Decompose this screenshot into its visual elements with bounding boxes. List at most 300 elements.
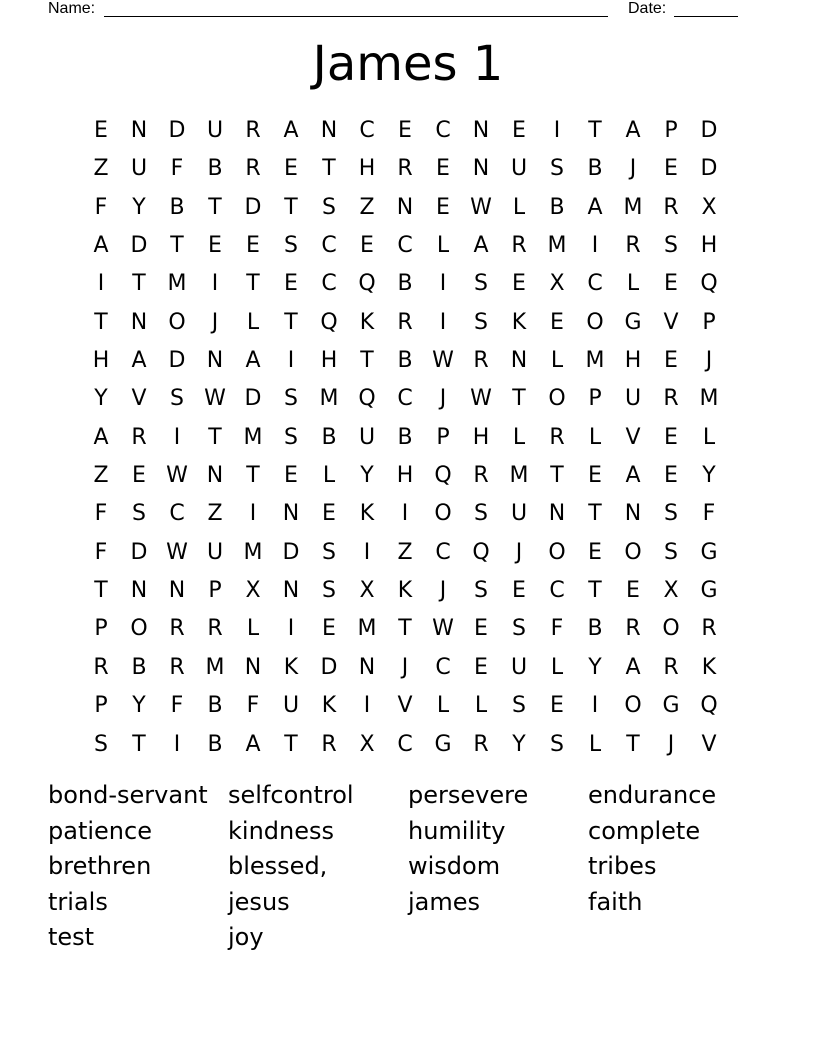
word-list-item: wisdom: [408, 852, 501, 880]
grid-letter: U: [130, 156, 148, 182]
grid-letter: U: [624, 386, 642, 412]
grid-letter: S: [664, 233, 678, 259]
letter-grid: [82, 112, 728, 764]
grid-letter: L: [246, 309, 260, 335]
grid-letter: H: [92, 348, 110, 374]
grid-letter: N: [282, 578, 300, 604]
grid-letter: E: [94, 118, 108, 143]
grid-letter: R: [169, 616, 185, 642]
grid-letter: P: [436, 424, 450, 450]
grid-letter: E: [588, 539, 602, 565]
name-line[interactable]: [104, 16, 608, 17]
grid-letter: L: [550, 654, 564, 680]
grid-letter: R: [397, 309, 413, 335]
grid-letter: I: [439, 271, 447, 297]
grid-letter: T: [588, 578, 602, 604]
grid-letter: Z: [93, 156, 109, 182]
grid-letter: O: [168, 309, 186, 335]
grid-letter: S: [170, 386, 184, 412]
grid-letter: Y: [360, 463, 374, 489]
grid-letter: Q: [434, 463, 452, 489]
grid-letter: A: [245, 731, 261, 757]
grid-letter: T: [94, 578, 108, 604]
grid-letter: Z: [397, 539, 413, 565]
word-list: [48, 778, 768, 956]
grid-letter: W: [470, 386, 492, 412]
grid-letter: A: [93, 424, 109, 450]
grid-letter: E: [208, 233, 222, 259]
grid-letter: L: [702, 424, 716, 450]
grid-letter: I: [249, 501, 257, 527]
grid-letter: S: [550, 731, 564, 757]
grid-letter: J: [667, 731, 675, 757]
grid-letter: G: [624, 309, 642, 335]
grid-letter: T: [132, 271, 146, 297]
grid-letter: F: [94, 539, 108, 565]
grid-letter: J: [705, 348, 713, 374]
grid-letter: C: [435, 118, 451, 143]
grid-letter: Y: [132, 194, 146, 220]
grid-letter: E: [284, 156, 298, 182]
word-list-item: kindness: [228, 816, 334, 845]
grid-letter: E: [474, 616, 488, 642]
grid-letter: R: [663, 194, 679, 220]
grid-letter: X: [663, 578, 679, 604]
grid-letter: R: [93, 654, 109, 680]
word-list-item: blessed,: [228, 852, 328, 880]
grid-letter: D: [130, 233, 148, 259]
grid-letter: F: [170, 693, 184, 719]
grid-letter: R: [321, 731, 337, 757]
grid-letter: X: [359, 731, 375, 757]
grid-letter: B: [321, 424, 337, 450]
grid-letter: D: [700, 156, 718, 182]
grid-letter: K: [359, 501, 375, 527]
grid-letter: S: [284, 233, 298, 259]
grid-letter: Z: [207, 501, 223, 527]
grid-letter: H: [396, 463, 414, 489]
grid-letter: R: [701, 616, 717, 642]
grid-letter: R: [397, 156, 413, 182]
grid-letter: B: [549, 194, 565, 220]
grid-letter: Y: [94, 386, 108, 412]
grid-letter: A: [625, 654, 641, 680]
grid-letter: H: [700, 233, 718, 259]
grid-letter: N: [244, 654, 262, 680]
grid-letter: B: [207, 693, 223, 719]
grid-letter: O: [662, 616, 680, 642]
grid-letter: B: [587, 156, 603, 182]
grid-letter: S: [284, 424, 298, 450]
grid-letter: E: [322, 501, 336, 527]
grid-letter: C: [321, 271, 337, 297]
grid-letter: Z: [93, 463, 109, 489]
grid-letter: M: [699, 386, 719, 412]
grid-letter: B: [397, 424, 413, 450]
grid-letter: N: [130, 578, 148, 604]
grid-letter: E: [626, 578, 640, 604]
grid-letter: I: [363, 539, 371, 565]
grid-letter: D: [700, 118, 718, 143]
grid-letter: R: [549, 424, 565, 450]
grid-letter: E: [550, 309, 564, 335]
word-list-item: tribes: [588, 852, 657, 880]
grid-letter: N: [548, 501, 566, 527]
grid-letter: A: [93, 233, 109, 259]
grid-letter: J: [401, 654, 409, 680]
grid-letter: S: [512, 616, 526, 642]
grid-letter: A: [131, 348, 147, 374]
grid-letter: V: [701, 731, 717, 757]
grid-letter: S: [664, 539, 678, 565]
grid-letter: N: [130, 118, 148, 143]
grid-letter: T: [94, 309, 108, 335]
grid-letter: R: [245, 118, 261, 143]
date-label: Date:: [628, 0, 667, 17]
grid-letter: E: [664, 271, 678, 297]
grid-letter: U: [282, 693, 300, 719]
grid-letter: E: [664, 424, 678, 450]
grid-letter: E: [284, 463, 298, 489]
grid-letter: H: [472, 424, 490, 450]
grid-letter: N: [130, 309, 148, 335]
grid-letter: A: [473, 233, 489, 259]
grid-letter: G: [700, 539, 718, 565]
grid-letter: X: [359, 578, 375, 604]
grid-letter: S: [512, 693, 526, 719]
grid-letter: V: [131, 386, 147, 412]
grid-letter: N: [206, 348, 224, 374]
grid-letter: T: [398, 616, 412, 642]
word-list-item: persevere: [408, 781, 529, 809]
grid-letter: K: [283, 654, 299, 680]
grid-letter: T: [132, 731, 146, 757]
grid-letter: Q: [700, 693, 718, 719]
grid-letter: O: [130, 616, 148, 642]
grid-letter: R: [207, 616, 223, 642]
grid-letter: C: [359, 118, 375, 143]
grid-letter: D: [168, 118, 186, 143]
grid-letter: I: [439, 309, 447, 335]
grid-letter: I: [287, 616, 295, 642]
grid-letter: T: [360, 348, 374, 374]
grid-letter: E: [512, 118, 526, 143]
grid-letter: Q: [358, 386, 376, 412]
grid-letter: Z: [359, 194, 375, 220]
grid-letter: D: [244, 386, 262, 412]
grid-letter: X: [549, 271, 565, 297]
word-list-item: james: [408, 887, 481, 916]
grid-letter: L: [550, 348, 564, 374]
grid-letter: E: [474, 654, 488, 680]
grid-letter: E: [588, 463, 602, 489]
grid-letter: A: [283, 118, 299, 143]
grid-letter: V: [397, 693, 413, 719]
grid-letter: R: [663, 654, 679, 680]
grid-letter: L: [588, 731, 602, 757]
word-list-item: brethren: [48, 852, 152, 880]
grid-letter: I: [287, 348, 295, 374]
word-list-item: trials: [48, 887, 108, 916]
header: [48, 0, 748, 20]
grid-letter: T: [322, 156, 336, 182]
grid-letter: F: [94, 194, 108, 220]
grid-letter: N: [472, 118, 490, 143]
grid-letter: G: [700, 578, 718, 604]
grid-letter: E: [398, 118, 412, 143]
page-title: James 1: [312, 36, 504, 92]
grid-letter: E: [664, 156, 678, 182]
grid-letter: I: [591, 693, 599, 719]
grid-letter: W: [470, 194, 492, 220]
grid-letter: T: [170, 233, 184, 259]
grid-letter: F: [170, 156, 184, 182]
grid-letter: U: [358, 424, 376, 450]
grid-letter: R: [625, 233, 641, 259]
grid-letter: N: [396, 194, 414, 220]
grid-letter: L: [436, 233, 450, 259]
grid-letter: P: [702, 309, 716, 335]
grid-letter: T: [588, 501, 602, 527]
grid-letter: C: [435, 539, 451, 565]
grid-letter: M: [623, 194, 643, 220]
grid-letter: Q: [472, 539, 490, 565]
grid-letter: K: [397, 578, 413, 604]
grid-letter: T: [284, 731, 298, 757]
grid-letter: N: [624, 501, 642, 527]
grid-letter: T: [626, 731, 640, 757]
grid-letter: P: [664, 118, 678, 143]
grid-letter: N: [358, 654, 376, 680]
grid-letter: E: [436, 156, 450, 182]
grid-letter: J: [439, 578, 447, 604]
grid-letter: P: [588, 386, 602, 412]
grid-letter: T: [588, 118, 602, 143]
word-list-item: patience: [48, 816, 152, 845]
grid-letter: K: [359, 309, 375, 335]
grid-letter: Q: [320, 309, 338, 335]
grid-letter: C: [397, 731, 413, 757]
grid-letter: P: [208, 578, 222, 604]
grid-letter: Q: [358, 271, 376, 297]
grid-letter: U: [206, 118, 224, 143]
grid-letter: D: [244, 194, 262, 220]
grid-letter: Y: [702, 463, 716, 489]
grid-letter: E: [512, 271, 526, 297]
grid-letter: E: [360, 233, 374, 259]
grid-letter: T: [512, 386, 526, 412]
grid-letter: H: [624, 348, 642, 374]
word-list-item: complete: [588, 816, 701, 845]
word-list-item: test: [48, 923, 95, 951]
grid-letter: W: [432, 616, 454, 642]
grid-letter: S: [474, 578, 488, 604]
grid-letter: I: [553, 118, 561, 143]
grid-letter: B: [169, 194, 185, 220]
grid-letter: G: [434, 731, 452, 757]
grid-letter: I: [173, 731, 181, 757]
grid-letter: W: [166, 463, 188, 489]
word-list-item: faith: [588, 887, 643, 916]
grid-letter: K: [321, 693, 337, 719]
grid-letter: J: [211, 309, 219, 335]
grid-letter: S: [94, 731, 108, 757]
grid-letter: U: [510, 156, 528, 182]
grid-letter: T: [284, 309, 298, 335]
grid-letter: D: [168, 348, 186, 374]
grid-letter: C: [587, 271, 603, 297]
grid-letter: O: [624, 693, 642, 719]
grid-letter: V: [663, 309, 679, 335]
grid-letter: S: [474, 309, 488, 335]
grid-letter: N: [282, 501, 300, 527]
grid-letter: T: [284, 194, 298, 220]
grid-letter: I: [401, 501, 409, 527]
grid-letter: Q: [700, 271, 718, 297]
grid-letter: N: [168, 578, 186, 604]
grid-letter: M: [585, 348, 605, 374]
grid-letter: E: [664, 348, 678, 374]
grid-letter: L: [512, 194, 526, 220]
grid-letter: D: [282, 539, 300, 565]
grid-letter: A: [245, 348, 261, 374]
grid-letter: B: [131, 654, 147, 680]
grid-letter: K: [701, 654, 717, 680]
grid-letter: R: [663, 386, 679, 412]
grid-letter: S: [284, 386, 298, 412]
grid-letter: O: [586, 309, 604, 335]
grid-letter: N: [320, 118, 338, 143]
word-list-item: humility: [408, 816, 506, 845]
grid-letter: Y: [512, 731, 526, 757]
grid-letter: N: [206, 463, 224, 489]
grid-letter: B: [207, 731, 223, 757]
grid-letter: L: [474, 693, 488, 719]
grid-letter: E: [284, 271, 298, 297]
grid-letter: C: [169, 501, 185, 527]
grid-letter: L: [322, 463, 336, 489]
grid-letter: W: [432, 348, 454, 374]
grid-letter: F: [702, 501, 716, 527]
grid-letter: C: [397, 233, 413, 259]
word-list-item: selfcontrol: [228, 781, 354, 809]
grid-letter: O: [624, 539, 642, 565]
grid-letter: M: [319, 386, 339, 412]
grid-letter: I: [211, 271, 219, 297]
grid-letter: M: [205, 654, 225, 680]
grid-letter: M: [547, 233, 567, 259]
grid-letter: L: [246, 616, 260, 642]
grid-letter: A: [625, 118, 641, 143]
grid-letter: H: [320, 348, 338, 374]
name-label: Name:: [48, 0, 96, 17]
grid-letter: E: [664, 463, 678, 489]
grid-letter: M: [243, 539, 263, 565]
grid-letter: R: [473, 348, 489, 374]
grid-letter: T: [246, 463, 260, 489]
grid-letter: I: [591, 233, 599, 259]
grid-letter: R: [169, 654, 185, 680]
grid-letter: R: [473, 731, 489, 757]
grid-letter: N: [510, 348, 528, 374]
grid-letter: B: [587, 616, 603, 642]
word-list-item: endurance: [588, 781, 717, 809]
grid-letter: L: [512, 424, 526, 450]
grid-letter: U: [510, 654, 528, 680]
grid-letter: M: [243, 424, 263, 450]
grid-letter: S: [550, 156, 564, 182]
grid-letter: C: [549, 578, 565, 604]
grid-letter: G: [662, 693, 680, 719]
grid-letter: R: [245, 156, 261, 182]
grid-letter: B: [397, 348, 413, 374]
grid-letter: Y: [588, 654, 602, 680]
grid-letter: S: [664, 501, 678, 527]
grid-letter: A: [625, 463, 641, 489]
grid-letter: U: [510, 501, 528, 527]
grid-letter: O: [548, 539, 566, 565]
grid-letter: D: [130, 539, 148, 565]
grid-letter: E: [132, 463, 146, 489]
grid-letter: S: [322, 194, 336, 220]
grid-letter: O: [434, 501, 452, 527]
grid-letter: D: [320, 654, 338, 680]
grid-letter: M: [357, 616, 377, 642]
grid-letter: M: [167, 271, 187, 297]
grid-letter: R: [131, 424, 147, 450]
grid-letter: E: [512, 578, 526, 604]
grid-letter: V: [625, 424, 641, 450]
grid-letter: E: [436, 194, 450, 220]
grid-letter: H: [358, 156, 376, 182]
grid-letter: T: [550, 463, 564, 489]
grid-letter: B: [207, 156, 223, 182]
grid-letter: W: [166, 539, 188, 565]
grid-letter: U: [206, 539, 224, 565]
grid-letter: C: [397, 386, 413, 412]
grid-letter: S: [322, 578, 336, 604]
grid-letter: I: [173, 424, 181, 450]
grid-letter: R: [625, 616, 641, 642]
grid-letter: J: [439, 386, 447, 412]
grid-letter: R: [473, 463, 489, 489]
grid-letter: L: [626, 271, 640, 297]
date-line[interactable]: [674, 16, 738, 17]
grid-letter: S: [132, 501, 146, 527]
grid-letter: E: [246, 233, 260, 259]
grid-letter: I: [97, 271, 105, 297]
grid-letter: L: [436, 693, 450, 719]
grid-letter: P: [94, 616, 108, 642]
word-list-item: jesus: [228, 887, 290, 916]
grid-letter: C: [321, 233, 337, 259]
grid-letter: P: [94, 693, 108, 719]
grid-letter: T: [208, 194, 222, 220]
word-list-item: joy: [228, 923, 264, 951]
grid-letter: A: [587, 194, 603, 220]
grid-letter: L: [588, 424, 602, 450]
grid-letter: W: [204, 386, 226, 412]
grid-letter: B: [397, 271, 413, 297]
grid-letter: N: [472, 156, 490, 182]
grid-letter: M: [509, 463, 529, 489]
grid-letter: F: [246, 693, 260, 719]
grid-letter: T: [208, 424, 222, 450]
grid-letter: S: [322, 539, 336, 565]
word-list-item: bond-servant: [48, 781, 208, 809]
grid-letter: C: [435, 654, 451, 680]
grid-letter: R: [511, 233, 527, 259]
